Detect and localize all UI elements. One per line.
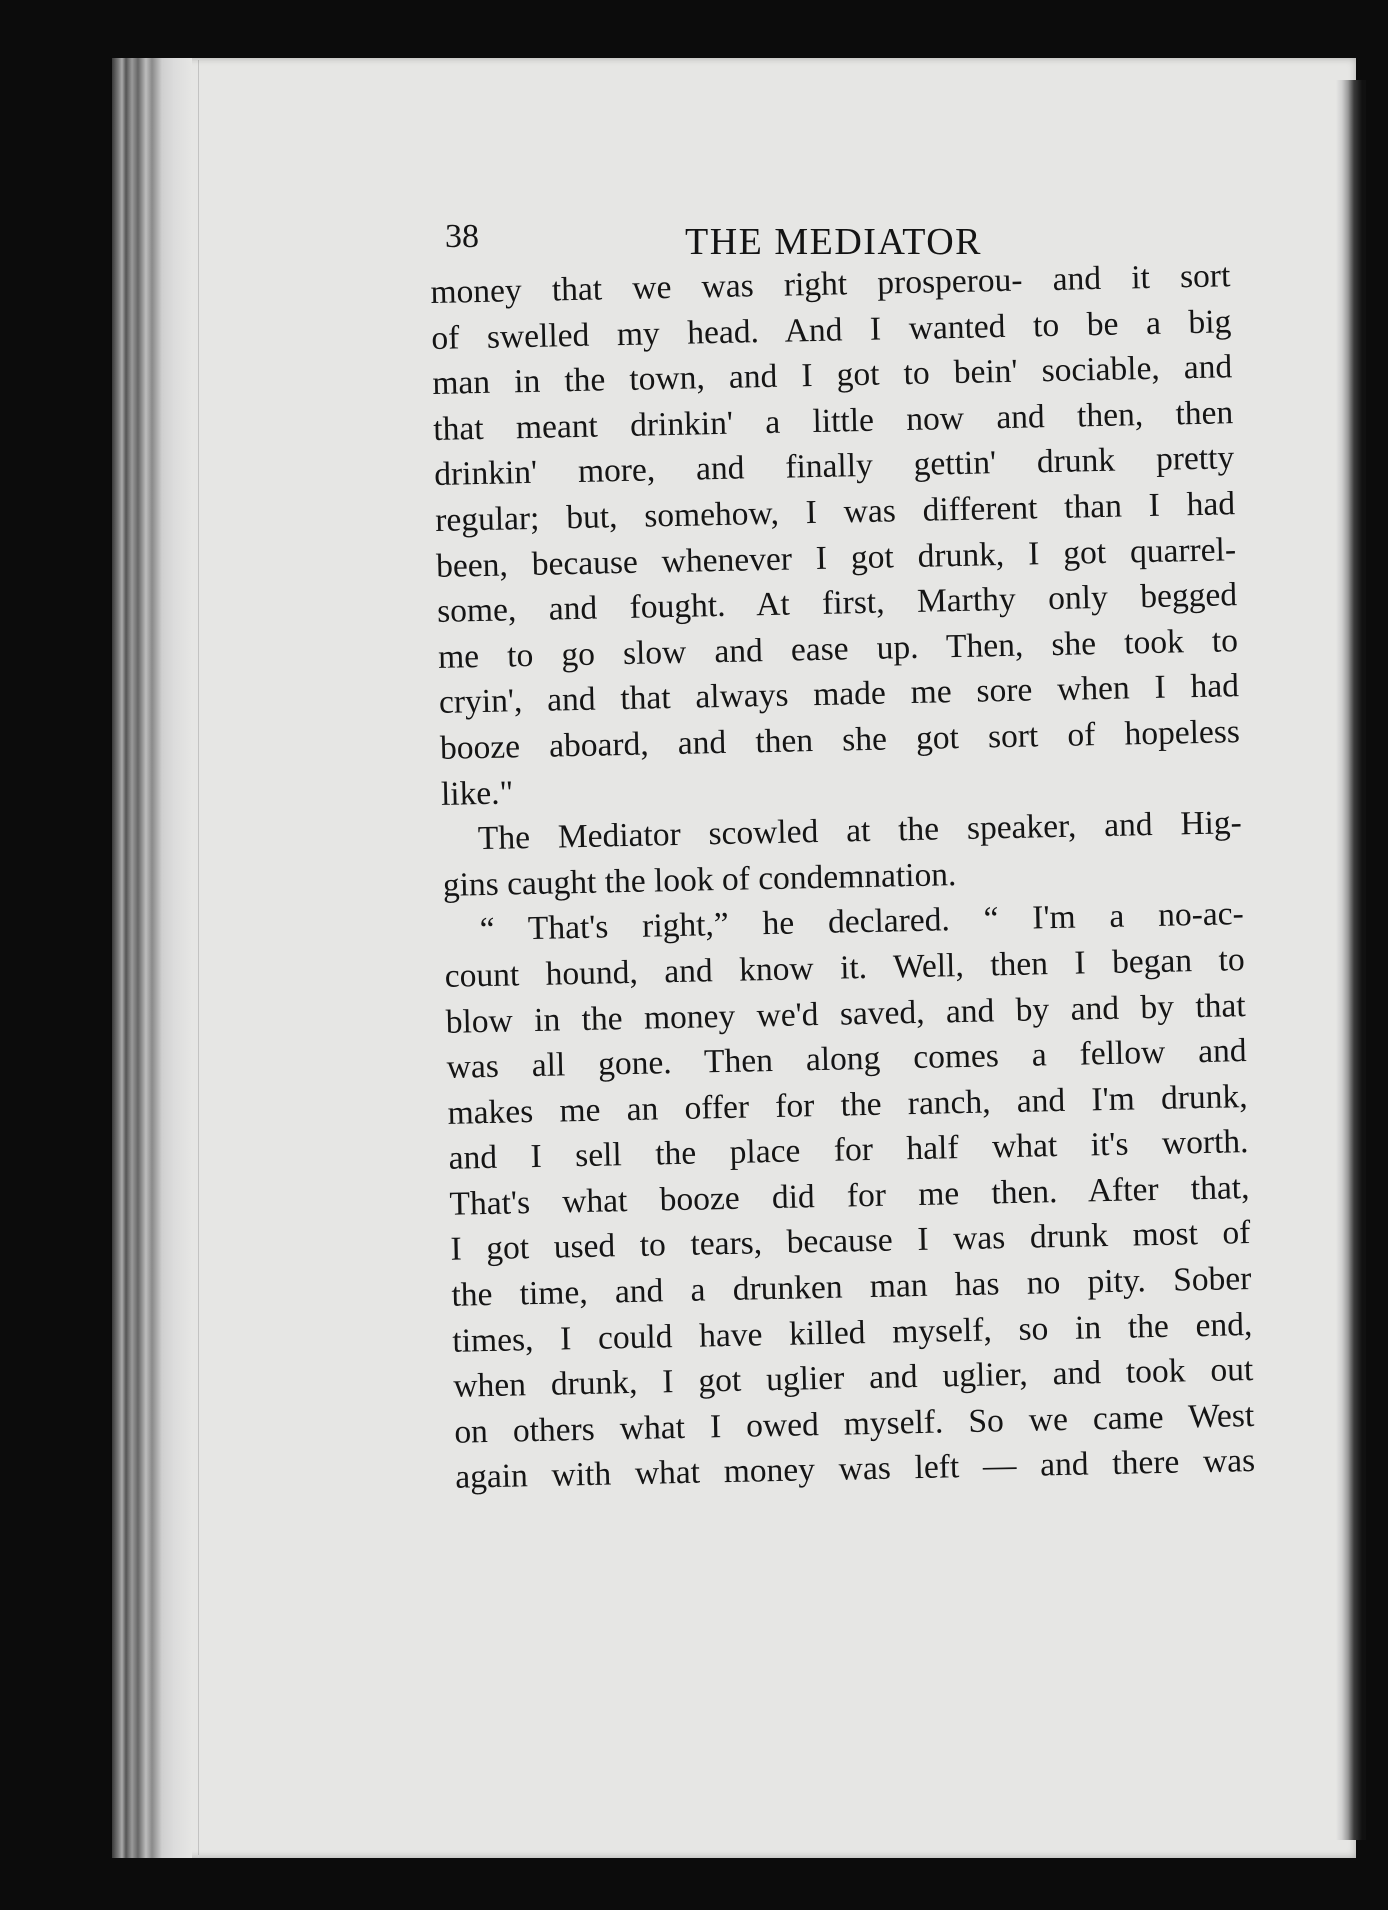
text-line: cryin', and that always made me sore when I had (438, 667, 1240, 722)
text-line: was all gone. Then along comes a fellow and (446, 1032, 1247, 1086)
text-line: and I sell the place for half what it's worth. (448, 1123, 1249, 1178)
text-line: the time, and a drunken man has no pity. Sober (451, 1260, 1252, 1314)
text-line: been, because whenever I got drunk, I got quarrel- (435, 530, 1237, 585)
gutter-line (198, 60, 199, 1855)
text-line: money that we was right prosperou- and it sort (430, 257, 1231, 311)
text-line: like." (440, 773, 514, 813)
text-line: booze aboard, and then she got sort of hopeless (439, 713, 1241, 767)
text-line: “ That's right,” he declared. “ I'm a no-ac- (479, 895, 1245, 949)
text-line: makes me an offer for the ranch, and I'm drunk, (447, 1077, 1248, 1132)
running-head: THE MEDIATOR (685, 221, 983, 263)
text-line: That's what booze did for me then. After that, (449, 1168, 1250, 1223)
page-gutter-edge (112, 58, 192, 1858)
text-line: man in the town, and I got to bein' sociable, and (431, 348, 1233, 403)
text-line: count hound, and know it. Well, then I began to (444, 941, 1246, 995)
text-line: when drunk, I got uglier and uglier, and took out (453, 1351, 1254, 1406)
text-line: gins caught the look of condemnation. (442, 855, 957, 904)
text-line: blow in the money we'd saved, and by and by that (445, 986, 1246, 1041)
text-line: on others what I owed myself. So we came West (453, 1396, 1255, 1451)
page-fore-edge (1336, 80, 1366, 1840)
text-line: regular; but, somehow, I was different than I had (434, 485, 1236, 539)
text-line: drinkin' more, and finally gettin' drunk pretty (433, 439, 1235, 494)
text-line: that meant drinkin' a little now and then, then (432, 393, 1234, 448)
text-line: The Mediator scowled at the speaker, and Hig- (477, 804, 1243, 858)
text-line: I got used to tears, because I was drunk most of (450, 1214, 1251, 1269)
text-line: again with what money was left — and there was (454, 1442, 1256, 1497)
page-number: 38 (445, 218, 479, 255)
text-line: times, I could have killed myself, so in the end, (452, 1305, 1253, 1360)
text-line: me to go slow and ease up. Then, she took to (437, 621, 1239, 676)
body-text (430, 253, 1256, 1501)
text-line: of swelled my head. And I wanted to be a big (431, 302, 1232, 357)
text-line: some, and fought. At first, Marthy only begged (436, 576, 1238, 631)
